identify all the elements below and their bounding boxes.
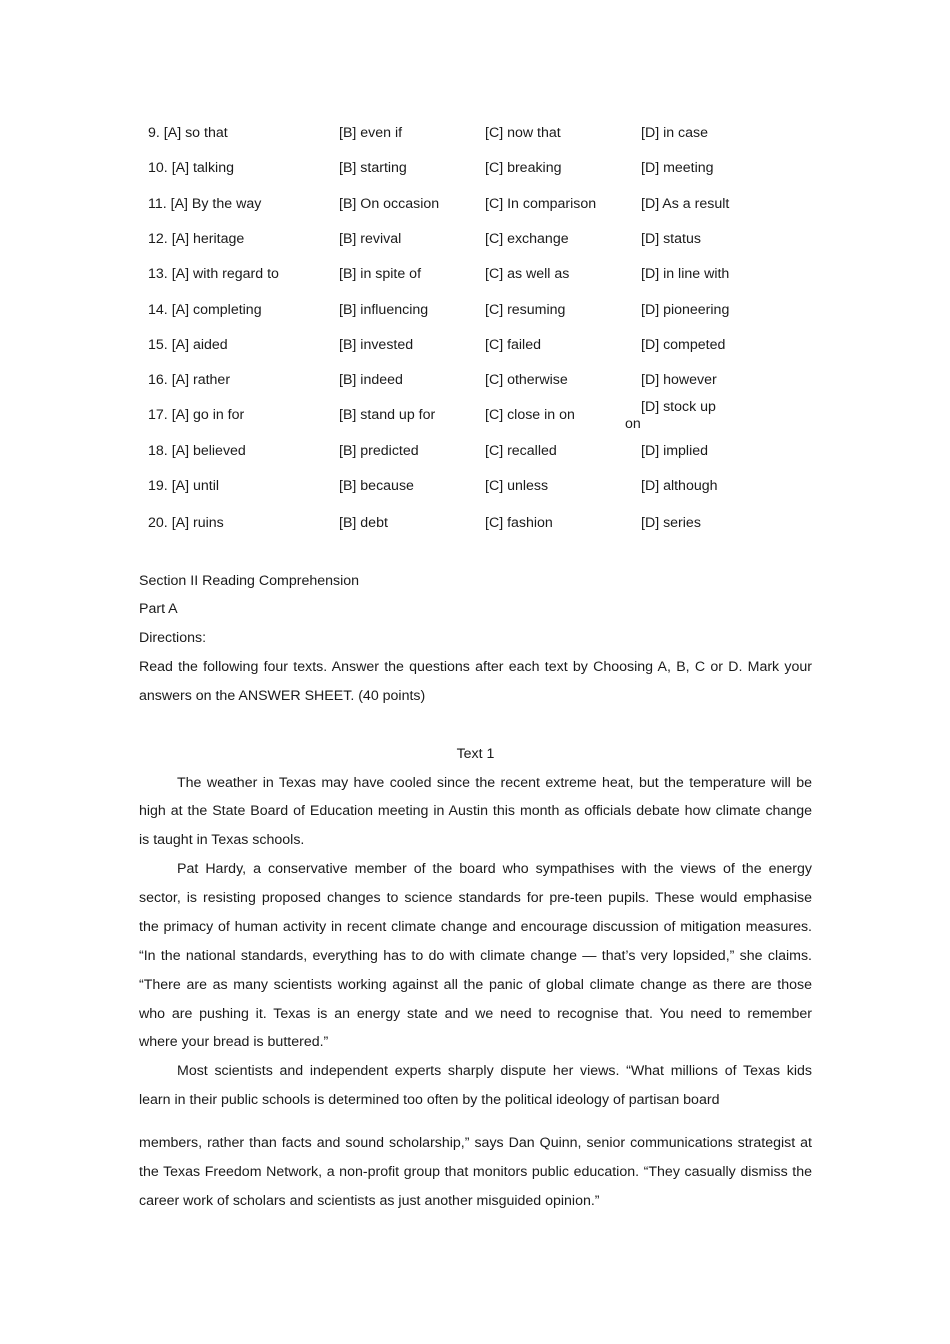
option-row-18 [0, 442, 950, 462]
section-title: Section II Reading Comprehension [139, 573, 360, 589]
paragraph-line: where your bread is buttered.” [139, 1034, 329, 1050]
paragraph-line: Most scientists and independent experts sharply dispute her views. “What millions of Texas kids [177, 1063, 812, 1079]
option-a: 11. [A] By the way [148, 196, 262, 212]
option-a: 10. [A] talking [148, 160, 234, 176]
option-a: 18. [A] believed [148, 443, 246, 459]
option-b: [B] revival [339, 231, 402, 247]
option-b: [B] predicted [339, 443, 419, 459]
option-a: 15. [A] aided [148, 337, 228, 353]
option-c: [C] In comparison [485, 196, 597, 212]
option-row-17 [0, 399, 950, 440]
option-b: [B] starting [339, 160, 407, 176]
option-c: [C] unless [485, 478, 549, 494]
text-heading: Text 1 [456, 746, 495, 762]
paragraph-line: “There are as many scientists working against all the panic of global climate change as there are those [139, 977, 812, 993]
option-b: [B] On occasion [339, 196, 440, 212]
option-c: [C] as well as [485, 266, 570, 282]
option-a: 17. [A] go in for [148, 407, 245, 423]
option-c: [C] fashion [485, 515, 553, 531]
option-c: [C] close in on [485, 407, 575, 423]
option-c: [C] failed [485, 337, 541, 353]
option-a: 12. [A] heritage [148, 231, 245, 247]
paragraph-line: is taught in Texas schools. [139, 832, 305, 848]
option-row-16 [0, 371, 950, 391]
paragraph-line: career work of scholars and scientists as just another misguided opinion.” [139, 1193, 600, 1209]
paragraph-line: members, rather than facts and sound scholarship,” says Dan Quinn, senior communications strategist at [139, 1135, 812, 1151]
paragraph-line: the Texas Freedom Network, a non-profit group that monitors public education. “They casually dismiss the [139, 1164, 812, 1180]
option-a: 13. [A] with regard to [148, 266, 279, 282]
option-row-14 [0, 301, 950, 321]
option-row-19 [0, 477, 950, 497]
directions-text: Read the following four texts. Answer the questions after each text by Choosing A, B, C or D. Mark your [139, 659, 812, 675]
paragraph-line: who are pushing it. Texas is an energy state and we need to recognise that. You need to remember [139, 1006, 812, 1022]
option-c: [C] resuming [485, 302, 566, 318]
option-a: 20. [A] ruins [148, 515, 224, 531]
paragraph-line: learn in their public schools is determined too often by the political ideology of partisan board [139, 1092, 720, 1108]
option-d: [D] As a result [641, 196, 730, 212]
paragraph-line: the primacy of human activity in recent climate change and encourage discussion of mitigation measures. [139, 919, 812, 935]
option-c: [C] otherwise [485, 372, 568, 388]
option-a: 14. [A] completing [148, 302, 262, 318]
paragraph-line: “In the national standards, everything has to do with climate change — that’s very lopsided,” she claims. [139, 948, 812, 964]
option-d: [D] implied [641, 443, 709, 459]
paragraph-line: sector, is resisting proposed changes to science standards for pre-teen pupils. These would emphasise [139, 890, 812, 906]
option-b: [B] indeed [339, 372, 403, 388]
option-b: [B] debt [339, 515, 388, 531]
option-c: [C] now that [485, 125, 561, 141]
directions-label: Directions: [139, 630, 207, 646]
option-d-wrap: on [625, 416, 641, 432]
option-row-13 [0, 265, 950, 285]
option-c: [C] recalled [485, 443, 557, 459]
option-a: 19. [A] until [148, 478, 220, 494]
option-row-10 [0, 159, 950, 179]
option-row-20 [0, 514, 950, 534]
option-row-9 [0, 124, 950, 144]
directions-text: answers on the ANSWER SHEET. (40 points) [139, 688, 426, 704]
option-d: [D] status [641, 231, 701, 247]
option-d: [D] stock up [641, 399, 716, 415]
option-d: [D] series [641, 515, 701, 531]
option-d: [D] competed [641, 337, 726, 353]
option-d: [D] pioneering [641, 302, 730, 318]
option-b: [B] in spite of [339, 266, 422, 282]
option-d: [D] meeting [641, 160, 714, 176]
option-d: [D] however [641, 372, 717, 388]
option-d: [D] in line with [641, 266, 730, 282]
part-title: Part A [139, 601, 178, 617]
paragraph-line: high at the State Board of Education meeting in Austin this month as officials debate how climate change [139, 803, 812, 819]
option-d: [D] in case [641, 125, 709, 141]
paragraph-line: Pat Hardy, a conservative member of the board who sympathises with the views of the energy [177, 861, 812, 877]
option-d: [D] although [641, 478, 718, 494]
option-b: [B] invested [339, 337, 414, 353]
option-c: [C] breaking [485, 160, 562, 176]
option-row-12 [0, 230, 950, 250]
option-a: 16. [A] rather [148, 372, 231, 388]
option-c: [C] exchange [485, 231, 569, 247]
option-a: 9. [A] so that [148, 125, 228, 141]
option-b: [B] even if [339, 125, 403, 141]
option-b: [B] influencing [339, 302, 429, 318]
option-row-15 [0, 336, 950, 356]
option-b: [B] because [339, 478, 414, 494]
option-b: [B] stand up for [339, 407, 436, 423]
option-row-11 [0, 195, 950, 215]
paragraph-line: The weather in Texas may have cooled since the recent extreme heat, but the temperature will be [177, 775, 812, 791]
